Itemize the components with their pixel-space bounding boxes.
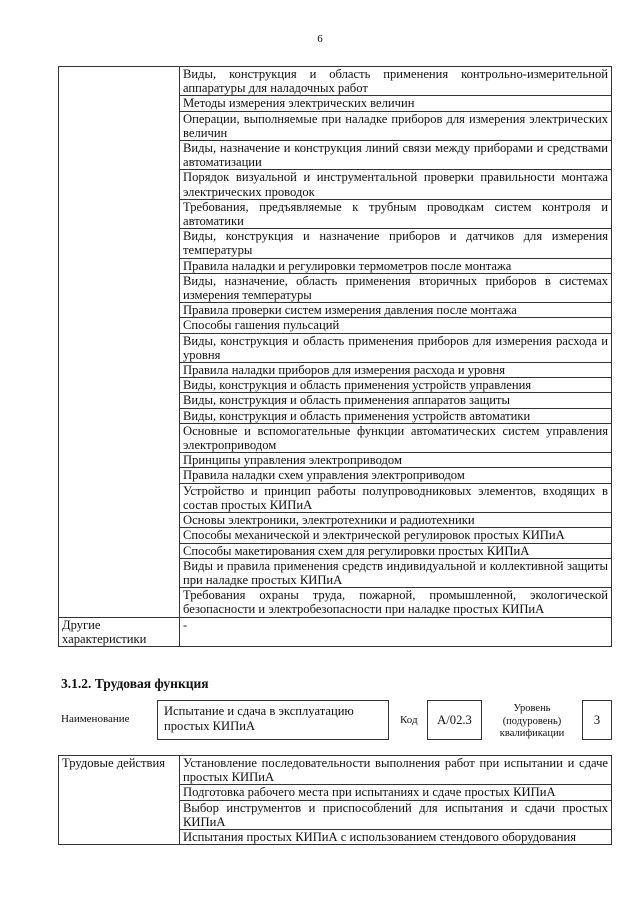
labor-actions-label: Трудовые действия [59, 756, 180, 845]
knowledge-item: Виды, назначение и конструкция линий связи между приборами и средствами автоматизации [180, 141, 612, 170]
qualification-level-box: 3 [582, 700, 612, 740]
knowledge-item: Принципы управления электроприводом [180, 453, 612, 468]
knowledge-item: Виды, конструкция и область применения контрольно-измерительной аппаратуры для наладочных работ [180, 67, 612, 96]
knowledge-item: Виды, конструкция и область применения устройств автоматики [180, 408, 612, 423]
knowledge-item: Виды, назначение, область применения вторичных приборов в системах измерения температуры [180, 273, 612, 302]
page-number: 6 [317, 33, 323, 45]
qualification-level-label: Уровень (подуровень) квалификации [499, 703, 565, 739]
knowledge-item: Операции, выполняемые при наладке приборов для измерения электрических величин [180, 111, 612, 140]
required-knowledge-table [58, 66, 612, 647]
knowledge-item: Правила проверки систем измерения давления после монтажа [180, 303, 612, 318]
function-name-box: Испытание и сдача в эксплуатацию простых КИПиА [157, 700, 389, 740]
knowledge-item: Виды и правила применения средств индивидуальной и коллективной защиты при наладке простых КИПиА [180, 558, 612, 587]
knowledge-item: Методы измерения электрических величин [180, 96, 612, 111]
knowledge-item: Правила наладки и регулировки термометров после монтажа [180, 258, 612, 273]
knowledge-item: Основы электроники, электротехники и радиотехники [180, 513, 612, 528]
knowledge-item: Основные и вспомогательные функции автоматических систем управления электроприводом [180, 423, 612, 452]
other-characteristics-value: - [180, 617, 612, 646]
knowledge-item: Правила наладки приборов для измерения расхода и уровня [180, 363, 612, 378]
name-label: Наименование [61, 713, 130, 725]
knowledge-item: Требования, предъявляемые к трубным проводкам систем контроля и автоматики [180, 199, 612, 228]
knowledge-item: Виды, конструкция и область применения аппаратов защиты [180, 393, 612, 408]
code-label: Код [400, 714, 418, 726]
knowledge-item: Способы макетирования схем для регулировки простых КИПиА [180, 543, 612, 558]
other-characteristics-label: Другие характеристики [59, 617, 180, 646]
labor-actions-table [58, 755, 612, 845]
labor-action-item: Выбор инструментов и приспособлений для испытания и сдачи простых КИПиА [180, 800, 612, 829]
knowledge-item: Виды, конструкция и область применения устройств управления [180, 378, 612, 393]
knowledge-item: Виды, конструкция и область применения приборов для измерения расхода и уровня [180, 333, 612, 362]
knowledge-label-cell [59, 67, 180, 618]
knowledge-table-body [59, 67, 612, 647]
knowledge-item: Способы механической и электрической регулировок простых КИПиА [180, 528, 612, 543]
knowledge-item: Порядок визуальной и инструментальной проверки правильности монтажа электрических проводок [180, 170, 612, 199]
labor-action-row [59, 756, 612, 785]
knowledge-item: Требования охраны труда, пожарной, промышленной, экологической безопасности и электробезопасности при наладке простых КИПиА [180, 588, 612, 617]
function-code-box: А/02.3 [427, 700, 482, 740]
labor-action-item: Испытания простых КИПиА с использованием стендового оборудования [180, 830, 612, 845]
labor-actions-body [59, 756, 612, 845]
knowledge-item: Правила наладки схем управления электроприводом [180, 468, 612, 483]
knowledge-row [59, 67, 612, 96]
knowledge-item: Способы гашения пульсаций [180, 318, 612, 333]
knowledge-item: Виды, конструкция и назначение приборов и датчиков для измерения температуры [180, 229, 612, 258]
knowledge-item: Устройство и принцип работы полупроводниковых элементов, входящих в состав простых КИПиА [180, 483, 612, 512]
section-heading: 3.1.2. Трудовая функция [61, 676, 209, 691]
labor-action-item: Установление последовательности выполнения работ при испытании и сдаче простых КИПиА [180, 756, 612, 785]
other-characteristics-row [59, 617, 612, 646]
labor-action-item: Подготовка рабочего места при испытаниях и сдаче простых КИПиА [180, 785, 612, 800]
